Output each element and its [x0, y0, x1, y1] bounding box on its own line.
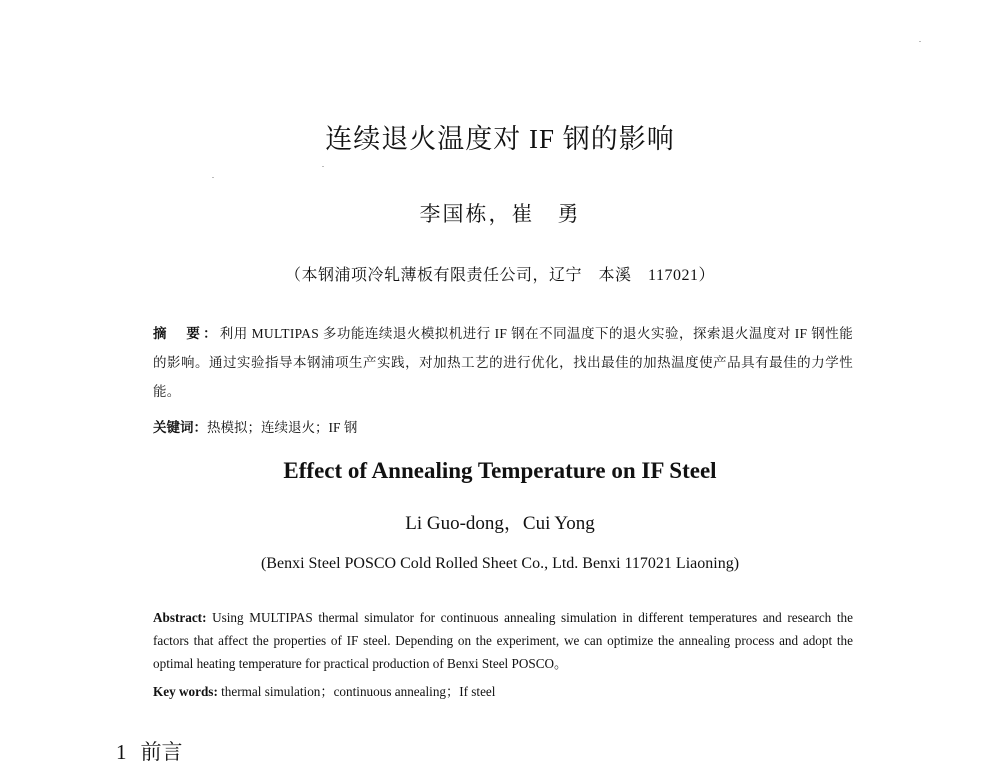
keywords-english [153, 681, 495, 700]
keywords-chinese-text: 热模拟；连续退火；IF 钢 [207, 420, 358, 435]
keywords-english-text: thermal simulation；continuous annealing；If steel [221, 684, 496, 699]
authors-english: Li Guo-dong，Cui Yong [405, 513, 595, 534]
authors-chinese: 李国栋，崔 勇 [419, 202, 581, 226]
paper-title-english: Effect of Annealing Temperature on IF Steel [283, 458, 717, 483]
keywords-chinese-label: 关键词： [153, 420, 207, 435]
scan-speck [212, 177, 214, 178]
section-title: 前言 [140, 740, 183, 764]
affiliation-chinese: （本钢浦项冷轧薄板有限责任公司，辽宁 本溪 117021） [285, 267, 715, 284]
section-number: 1 [116, 740, 127, 764]
scan-speck [322, 166, 324, 167]
abstract-chinese-text: 利用 MULTIPAS 多功能连续退火模拟机进行 IF 钢在不同温度下的退火实验，探索退火温度对 IF 钢性能的影响。通过实验指导本钢浦项生产实践，对加热工艺的进行优化，找出最佳的加热温度使产品具有最佳的力学性能。 [153, 326, 853, 399]
abstract-english-text: Using MULTIPAS thermal simulator for continuous annealing simulation in different temperatures and research the factors that affect the properties of IF steel. Depending on the experiment, we can optimize the annealing process and adopt the optimal heating temperature for practical production of Benxi Steel POSCO。 [153, 610, 854, 671]
abstract-chinese-label: 摘 要： [153, 326, 220, 341]
abstract-english-label: Abstract: [153, 610, 207, 625]
keywords-chinese [153, 416, 357, 436]
section-heading-introduction [116, 736, 183, 766]
scan-speck [919, 41, 921, 42]
abstract-english [153, 606, 853, 675]
keywords-english-label: Key words: [153, 684, 218, 699]
paper-title-chinese: 连续退火温度对 IF 钢的影响 [325, 124, 675, 154]
abstract-chinese [153, 319, 853, 406]
affiliation-english: (Benxi Steel POSCO Cold Rolled Sheet Co., Ltd. Benxi 117021 Liaoning) [260, 555, 740, 572]
